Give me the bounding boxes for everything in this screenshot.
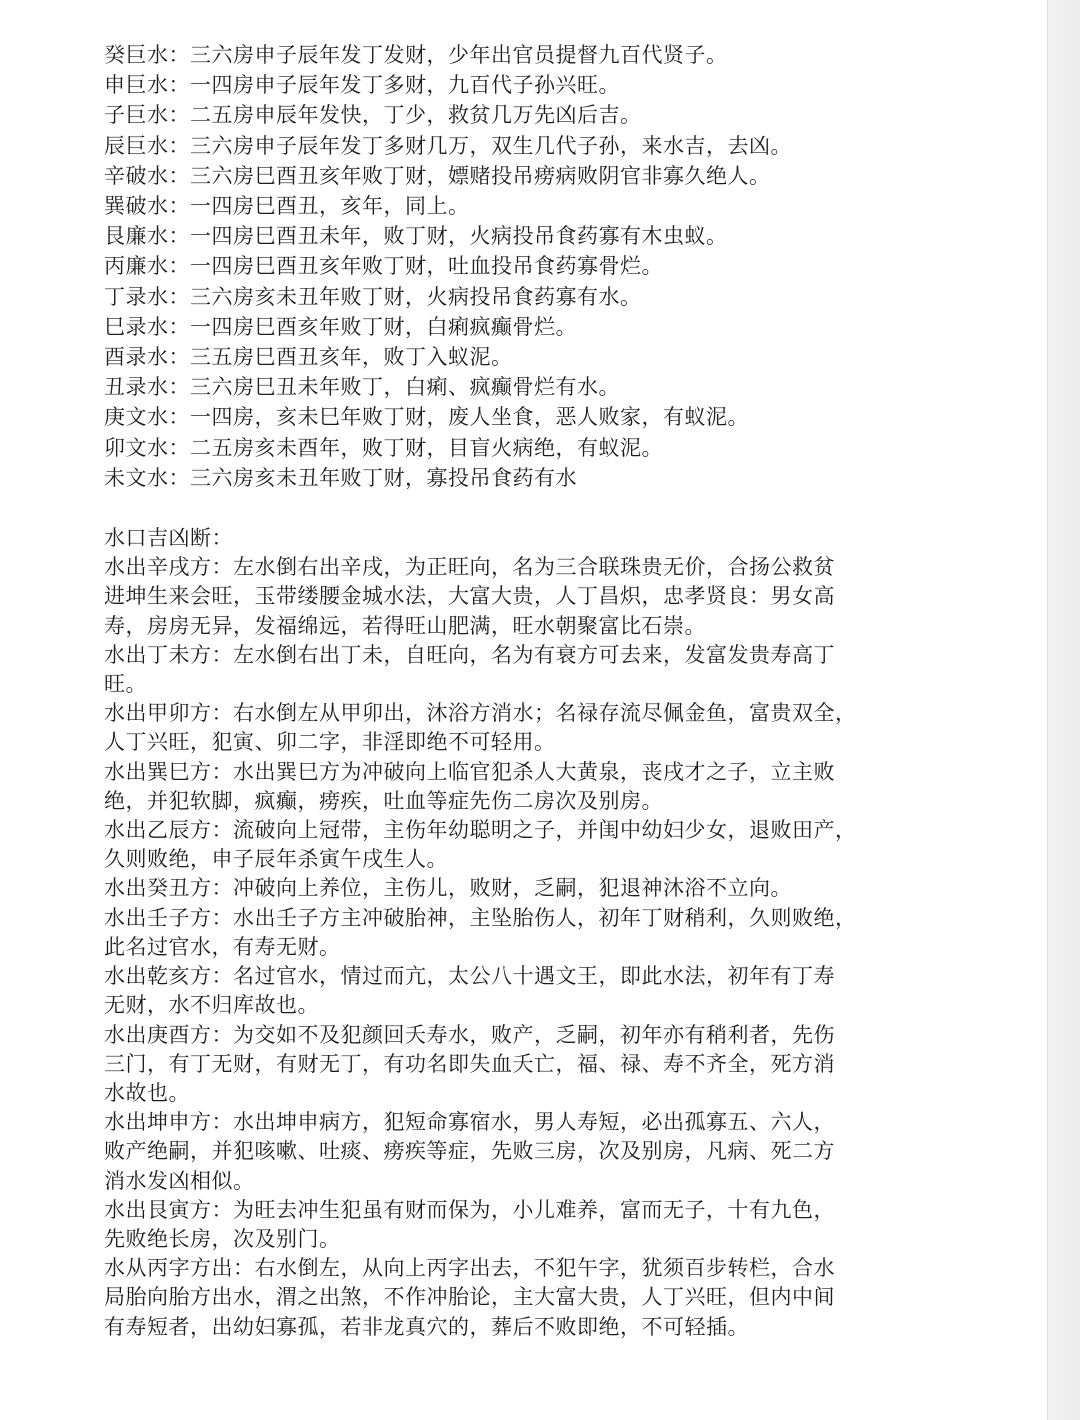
water-list-item: 辰巨水：三六房申子辰年发丁多财几万，双生几代子孙，来水吉，去凶。 (104, 133, 792, 158)
paragraph-line: 水出艮寅方：为旺去冲生犯虽有财而保为，小儿难养，富而无子，十有九色， (104, 1197, 835, 1222)
paragraph (104, 699, 894, 757)
section-heading: 水口吉凶断： (104, 526, 233, 551)
paragraph (104, 874, 894, 903)
water-list-item: 丙廉水：一四房巳酉丑亥年败丁财，吐血投吊食药寡骨烂。 (104, 254, 663, 279)
paragraph (104, 553, 894, 641)
paragraph-line: 三门，有丁无财，有财无丁，有功名即失血夭亡，福、禄、寿不齐全，死方消 (104, 1051, 835, 1076)
water-list-item: 庚文水：一四房，亥未巳年败丁财，废人坐食，恶人败家，有蚁泥。 (104, 405, 749, 430)
water-list-item: 辛破水：三六房巳酉丑亥年败丁财，嫖赌投吊痨病败阴官非寡久绝人。 (104, 163, 771, 188)
water-list-item: 艮廉水：一四房巳酉丑未年，败丁财，火病投吊食药寡有木虫蚁。 (104, 224, 728, 249)
paragraph (104, 1021, 894, 1109)
paragraph-line: 水出庚酉方：为交如不及犯颜回夭寿水，败产，乏嗣，初年亦有稍利者，先伤 (104, 1022, 835, 1047)
paragraph (104, 816, 894, 874)
paragraph (104, 904, 894, 962)
paragraph-line: 水出甲卯方：右水倒左从甲卯出，沐浴方消水；名禄存流尽佩金鱼，富贵双全， (104, 701, 857, 726)
paragraph-line: 水出巽巳方：水出巽巳方为冲破向上临官犯杀人大黄泉，丧戌才之子，立主败 (104, 759, 835, 784)
paragraph (104, 1196, 894, 1254)
water-list-item: 癸巨水：三六房申子辰年发丁发财，少年出官员提督九百代贤子。 (104, 43, 728, 67)
paragraph (104, 641, 894, 699)
paragraph-line: 人丁兴旺，犯寅、卯二字，非淫即绝不可轻用。 (104, 730, 556, 755)
scrollbar-track[interactable] (1047, 0, 1080, 1420)
paragraph-line: 旺。 (104, 672, 147, 697)
paragraph-line: 有寿短者，出幼妇寡孤，若非龙真穴的，葬后不败即绝，不可轻插。 (104, 1314, 749, 1339)
paragraph-line: 水故也。 (104, 1080, 190, 1105)
water-list-item: 巽破水：一四房巳酉丑，亥年，同上。 (104, 194, 470, 219)
paragraph (104, 962, 894, 1020)
paragraph (104, 758, 894, 816)
paragraph-line: 水出壬子方：水出壬子方主冲破胎神，主坠胎伤人，初年丁财稍利，久则败绝， (104, 905, 857, 930)
water-list-item: 卯文水：二五房亥未酉年，败丁财，目盲火病绝，有蚁泥。 (104, 435, 663, 460)
paragraph-list (104, 553, 894, 1341)
paragraph (104, 1254, 894, 1342)
paragraph-line: 绝，并犯软脚，疯癫，痨疾，吐血等症先伤二房次及别房。 (104, 788, 663, 813)
document-content (104, 40, 894, 1342)
paragraph-line: 局胎向胎方出水，渭之出煞，不作冲胎论，主大富大贵，人丁兴旺，但内中间 (104, 1285, 835, 1310)
water-list-item: 酉录水：三五房巳酉丑亥年，败丁入蚁泥。 (104, 345, 513, 370)
water-list-item: 申巨水：一四房申子辰年发丁多财，九百代子孙兴旺。 (104, 73, 620, 98)
paragraph-line: 此名过官水，有寿无财。 (104, 934, 341, 959)
paragraph-line: 寿，房房无异，发福绵远，若得旺山肥满，旺水朝聚富比石崇。 (104, 613, 706, 638)
paragraph-line: 水出乙辰方：流破向上冠带，主伤年幼聪明之子，并闺中幼妇少女，退败田产， (104, 818, 857, 843)
section-gap (104, 493, 894, 523)
water-list-item: 丁录水：三六房亥未丑年败丁财，火病投吊食药寡有水。 (104, 284, 642, 309)
paragraph-line: 久则败绝，申子辰年杀寅午戌生人。 (104, 847, 448, 872)
paragraph-line: 水出癸丑方：冲破向上养位，主伤儿，败财，乏嗣，犯退神沐浴不立向。 (104, 876, 792, 901)
paragraph (104, 1108, 894, 1196)
water-list-item: 子巨水：二五房申辰年发快，丁少，救贫几万先凶后吉。 (104, 103, 642, 128)
paragraph-line: 水从丙字方出：右水倒左，从向上丙字出去，不犯午字，犹须百步转栏，合水 (104, 1256, 835, 1281)
paragraph-line: 无财，水不归库故也。 (104, 993, 319, 1018)
paragraph-line: 水出乾亥方：名过官水，情过而亢，太公八十遇文王，即此水法，初年有丁寿 (104, 964, 835, 989)
paragraph-line: 水出丁未方：左水倒右出丁未，自旺向，名为有衰方可去来，发富发贵寿高丁 (104, 642, 835, 667)
paragraph-line: 消水发凶相似。 (104, 1168, 255, 1193)
paragraph-line: 先败绝长房，次及别门。 (104, 1226, 341, 1251)
paragraph-line: 进坤生来会旺，玉带缕腰金城水法，大富大贵，人丁昌炽，忠孝贤良：男女高 (104, 584, 835, 609)
water-list-item: 未文水：三六房亥未丑年败丁财，寡投吊食药有水 (104, 465, 577, 490)
water-list-item: 丑录水：三六房巳丑未年败丁，白痢、疯癫骨烂有水。 (104, 375, 620, 400)
paragraph-line: 败产绝嗣，并犯咳嗽、吐痰、痨疾等症，先败三房，次及别房，凡病、死二方 (104, 1139, 835, 1164)
water-list-item: 巳录水：一四房巳酉亥年败丁财，白痢疯癫骨烂。 (104, 314, 577, 339)
water-list (104, 40, 894, 493)
paragraph-line: 水出辛戌方：左水倒右出辛戌，为正旺向，名为三合联珠贵无价，合扬公救贫 (104, 555, 835, 580)
paragraph-line: 水出坤申方：水出坤申病方，犯短命寡宿水，男人寿短，必出孤寡五、六人， (104, 1110, 835, 1135)
